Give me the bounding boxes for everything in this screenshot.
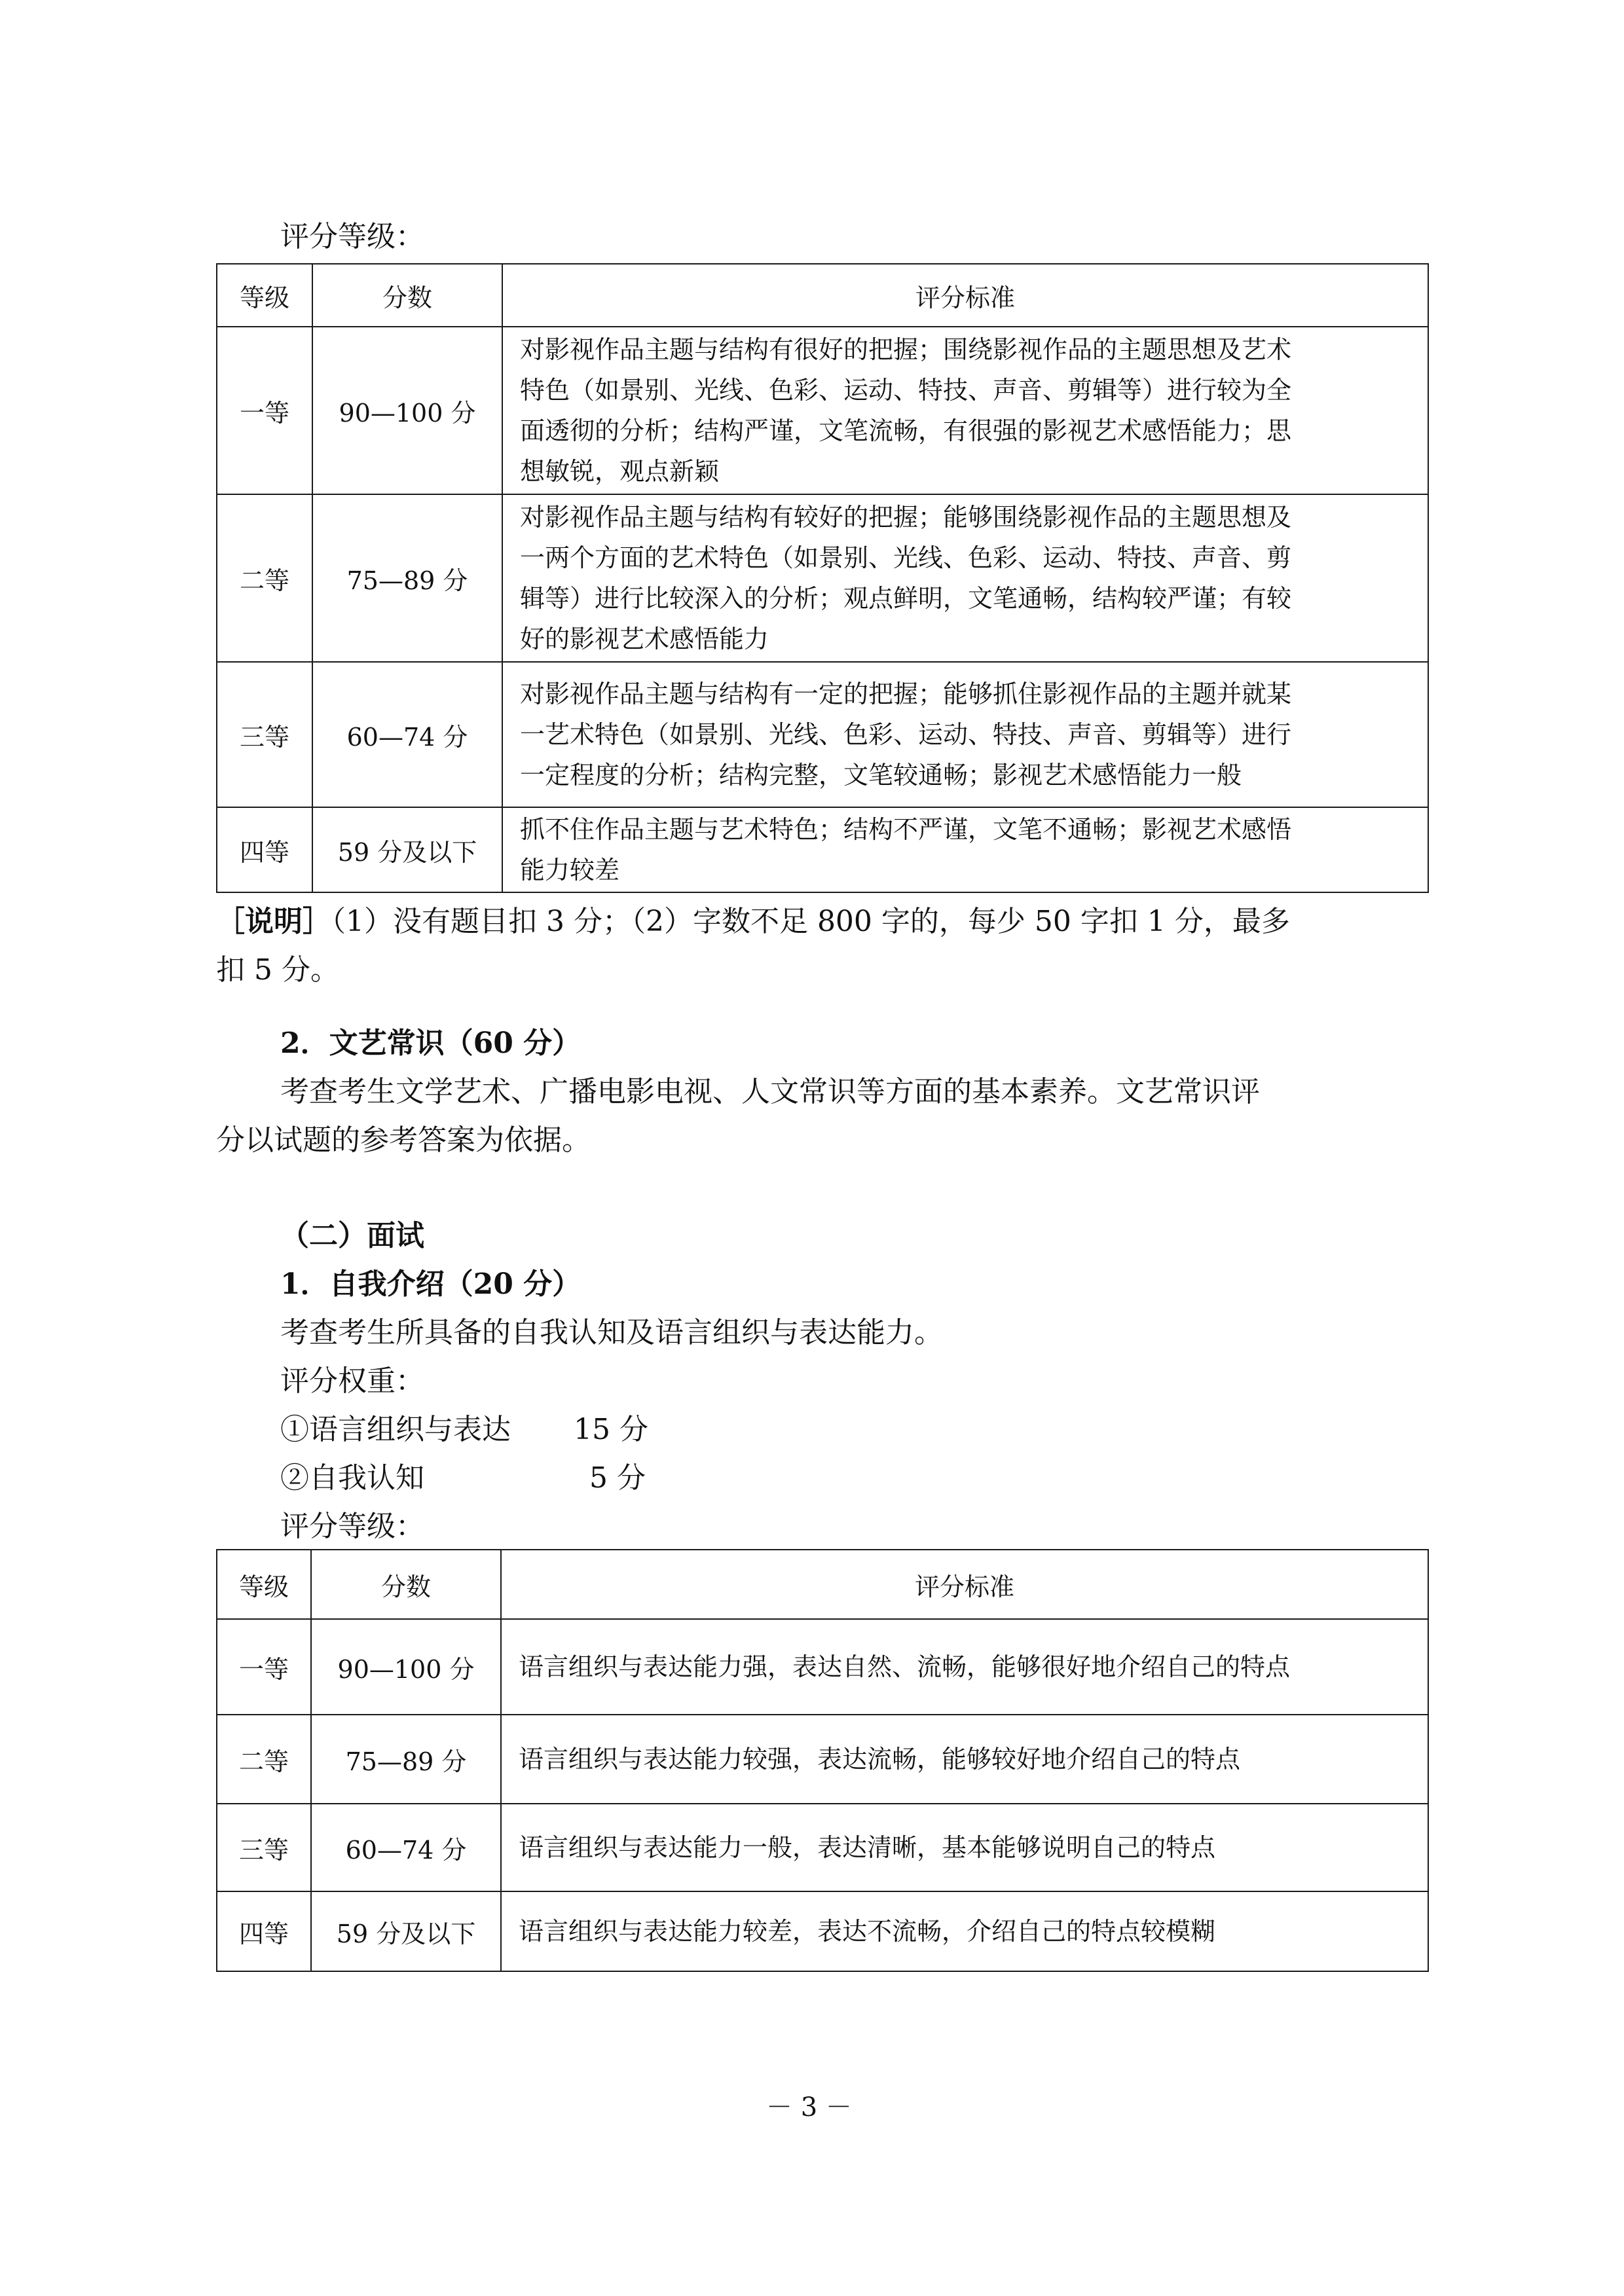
weights-label: 评分权重： — [280, 1364, 424, 1398]
table-header-row — [217, 264, 1428, 327]
header-level: 等级 — [217, 264, 312, 327]
header-level: 等级 — [217, 1550, 311, 1619]
criteria-line: 语言组织与表达能力较差，表达不流畅，介绍自己的特点较模糊 — [519, 1917, 1216, 1946]
criteria-line: 抓不住作品主题与艺术特色；结构不严谨，文笔不通畅；影视艺术感悟 — [520, 815, 1292, 844]
header-score: 分数 — [312, 264, 502, 327]
header-score: 分数 — [311, 1550, 501, 1619]
section-heading-literary-knowledge: 2．文艺常识（60 分） — [280, 1027, 581, 1060]
criteria-line: 好的影视艺术感悟能力 — [520, 625, 769, 653]
criteria-line: 语言组织与表达能力强，表达自然、流畅，能够很好地介绍自己的特点 — [519, 1652, 1291, 1681]
table-row — [217, 662, 1428, 807]
criteria-line: 对影视作品主题与结构有较好的把握；能够围绕影视作品的主题思想及 — [520, 503, 1292, 532]
criteria-cell — [501, 1619, 1428, 1715]
criteria-cell — [502, 662, 1428, 807]
sub-heading-self-intro: 1．自我介绍（20 分） — [280, 1267, 581, 1301]
criteria-cell — [502, 327, 1428, 494]
score-cell: 75—89 分 — [312, 494, 502, 662]
table-row — [217, 1891, 1428, 1971]
page-number: － 3 － — [766, 2092, 852, 2123]
header-criteria: 评分标准 — [501, 1550, 1428, 1619]
weight-item-1: ①语言组织与表达 — [280, 1413, 511, 1446]
criteria-line: 面透彻的分析；结构严谨，文笔流畅，有很强的影视艺术感悟能力；思 — [520, 416, 1292, 445]
criteria-line: 对影视作品主题与结构有很好的把握；围绕影视作品的主题思想及艺术 — [520, 335, 1292, 364]
level-cell: 四等 — [217, 1891, 311, 1971]
level-cell: 二等 — [217, 1715, 311, 1804]
self-intro-scoring-table — [216, 1549, 1429, 1972]
criteria-line: 语言组织与表达能力较强，表达流畅，能够较好地介绍自己的特点 — [519, 1745, 1241, 1774]
score-cell: 59 分及以下 — [312, 807, 502, 892]
scoring-note — [216, 898, 1290, 945]
criteria-line: 辑等）进行比较深入的分析；观点鲜明，文笔通畅，结构较严谨；有较 — [520, 584, 1292, 613]
criteria-cell — [501, 1715, 1428, 1804]
note-text: （1）没有题目扣 3 分；（2）字数不足 800 字的，每少 50 字扣 1 分，最多 — [331, 905, 1290, 938]
criteria-line: 对影视作品主题与结构有一定的把握；能够抓住影视作品的主题并就某 — [520, 680, 1292, 708]
score-cell: 60—74 分 — [311, 1804, 501, 1891]
table-row — [217, 1715, 1428, 1804]
criteria-cell — [502, 807, 1428, 892]
level-cell: 一等 — [217, 1619, 311, 1715]
level-cell: 三等 — [217, 1804, 311, 1891]
table-row — [217, 1619, 1428, 1715]
level-cell: 二等 — [217, 494, 312, 662]
table-header-row — [217, 1550, 1428, 1619]
section-paragraph-line: 分以试题的参考答案为依据。 — [216, 1123, 591, 1157]
criteria-cell — [501, 1804, 1428, 1891]
level-cell: 一等 — [217, 327, 312, 494]
table-row — [217, 494, 1428, 662]
scoring-note-line-2: 扣 5 分。 — [216, 953, 339, 987]
score-cell: 90—100 分 — [311, 1619, 501, 1715]
weight-item-2: ②自我认知 — [280, 1461, 424, 1495]
criteria-cell — [501, 1891, 1428, 1971]
self-intro-description: 考查考生所具备的自我认知及语言组织与表达能力。 — [280, 1316, 943, 1349]
level-cell: 三等 — [217, 662, 312, 807]
essay-scoring-table — [216, 263, 1429, 893]
criteria-cell — [502, 494, 1428, 662]
header-criteria: 评分标准 — [502, 264, 1428, 327]
criteria-line: 能力较差 — [520, 856, 620, 884]
table-row — [217, 1804, 1428, 1891]
score-cell: 59 分及以下 — [311, 1891, 501, 1971]
criteria-line: 一两个方面的艺术特色（如景别、光线、色彩、运动、特技、声音、剪 — [520, 543, 1292, 572]
note-bracket: ［说明］ — [216, 905, 331, 938]
criteria-line: 特色（如景别、光线、色彩、运动、特技、声音、剪辑等）进行较为全 — [520, 376, 1292, 405]
score-cell: 75—89 分 — [311, 1715, 501, 1804]
section-paragraph-line: 考查考生文学艺术、广播电影电视、人文常识等方面的基本素养。文艺常识评 — [280, 1075, 1260, 1108]
criteria-line: 想敏锐，观点新颖 — [520, 457, 720, 486]
level-cell: 四等 — [217, 807, 312, 892]
criteria-line: 一定程度的分析；结构完整，文笔较通畅；影视艺术感悟能力一般 — [520, 761, 1242, 790]
weight-score-1: 15 分 — [574, 1413, 648, 1446]
section-heading-interview: （二）面试 — [280, 1219, 424, 1252]
score-cell: 60—74 分 — [312, 662, 502, 807]
scoring-levels-label: 评分等级： — [280, 1510, 424, 1543]
scoring-levels-label: 评分等级： — [280, 220, 424, 253]
criteria-line: 一艺术特色（如景别、光线、色彩、运动、特技、声音、剪辑等）进行 — [520, 720, 1292, 749]
table-row — [217, 327, 1428, 494]
score-cell: 90—100 分 — [312, 327, 502, 494]
table-row — [217, 807, 1428, 892]
weight-score-2: 5 分 — [589, 1461, 646, 1495]
criteria-line: 语言组织与表达能力一般，表达清晰，基本能够说明自己的特点 — [519, 1833, 1216, 1862]
